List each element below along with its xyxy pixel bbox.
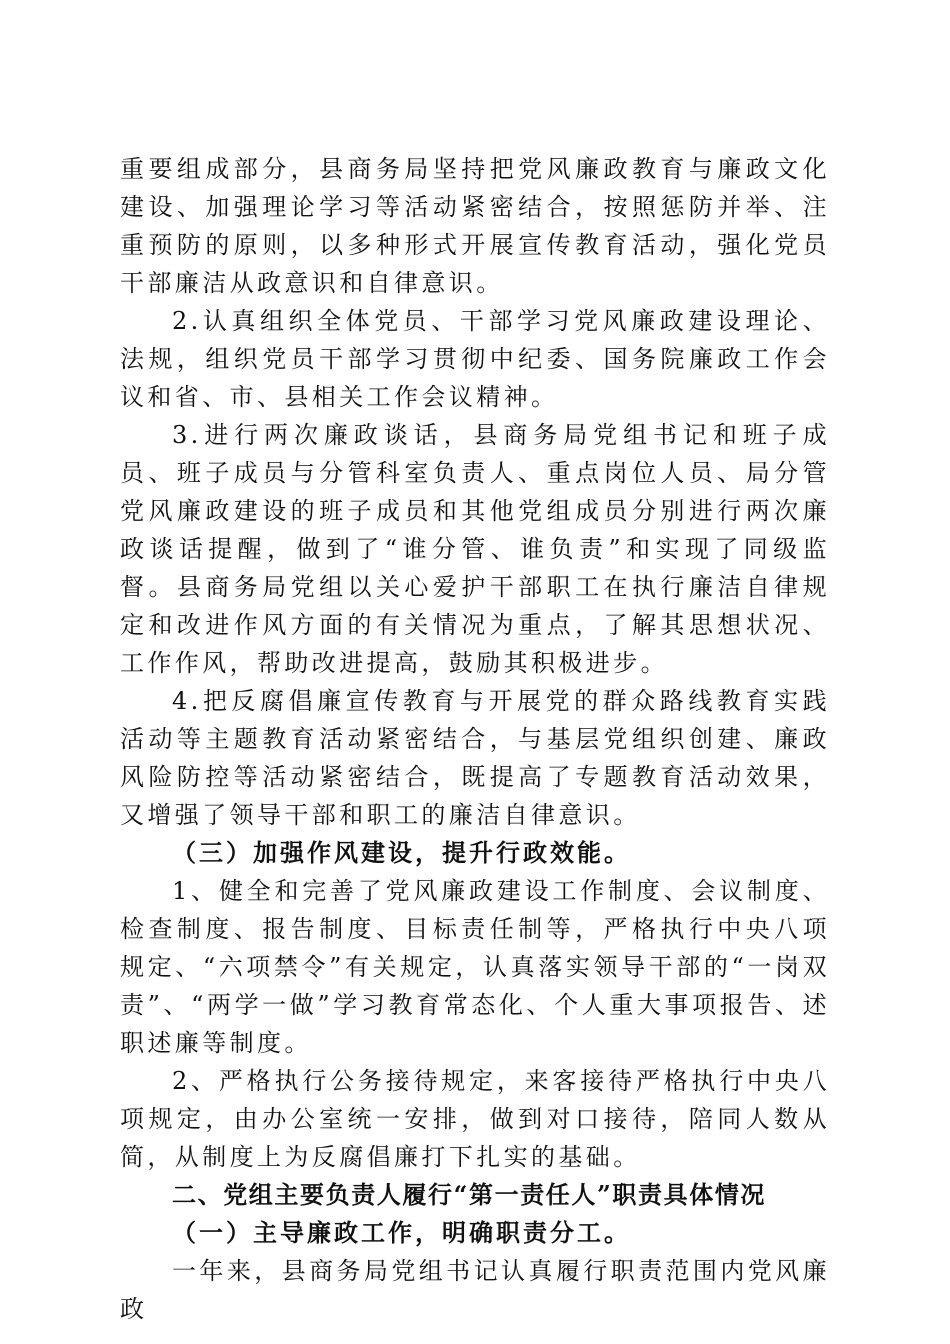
paragraph-item-4: 4.把反腐倡廉宣传教育与开展党的群众路线教育实践活动等主题教育活动紧密结合，与基层党组织创建、廉政风险防控等活动紧密结合，既提高了专题教育活动效果，又增强了领导干部和职工的廉洁自律意识。 [120,687,830,829]
section-heading-1: （一）主导廉政工作，明确职责分工。 [172,1218,631,1247]
paragraph-rule-2: 2、严格执行公务接待规定，来客接待严格执行中央八项规定，由办公室统一安排，做到对口接待，陪同人数从简，从制度上为反腐倡廉打下扎实的基础。 [120,1067,830,1171]
section-heading-3: （三）加强作风建设，提升行政效能。 [172,838,631,867]
paragraph-item-2: 2.认真组织全体党员、干部学习党风廉政建设理论、法规，组织党员干部学习贯彻中纪委、国务院廉政工作会议和省、市、县相关工作会议精神。 [120,307,830,411]
paragraph-item-3: 3.进行两次廉政谈话，县商务局党组书记和班子成员、班子成员与分管科室负责人、重点岗位人员、局分管党风廉政建设的班子成员和其他党组成员分别进行两次廉政谈话提醒，做到了“谁分管、谁负责”和实现了同级监督。县商务局党组以关心爱护干部职工在执行廉洁自律规定和改进作风方面的有关情况为重点，了解其思想状况、工作作风，帮助改进提高，鼓励其积极进步。 [120,421,830,677]
document-body [120,150,830,1328]
paragraph-continuation: 重要组成部分，县商务局坚持把党风廉政教育与廉政文化建设、加强理论学习等活动紧密结合，按照惩防并举、注重预防的原则，以多种形式开展宣传教育活动，强化党员干部廉洁从政意识和自律意识。 [120,155,830,297]
paragraph-intro: 一年来，县商务局党组书记认真履行职责范围内党风廉政 [120,1257,830,1323]
chapter-heading-2: 二、党组主要负责人履行“第一责任人”职责具体情况 [172,1180,767,1209]
paragraph-rule-1: 1、健全和完善了党风廉政建设工作制度、会议制度、检查制度、报告制度、目标责任制等，严格执行中央八项规定、“六项禁令”有关规定，认真落实领导干部的“一岗双责”、“两学一做”学习教育常态化、个人重大事项报告、述职述廉等制度。 [120,877,830,1057]
